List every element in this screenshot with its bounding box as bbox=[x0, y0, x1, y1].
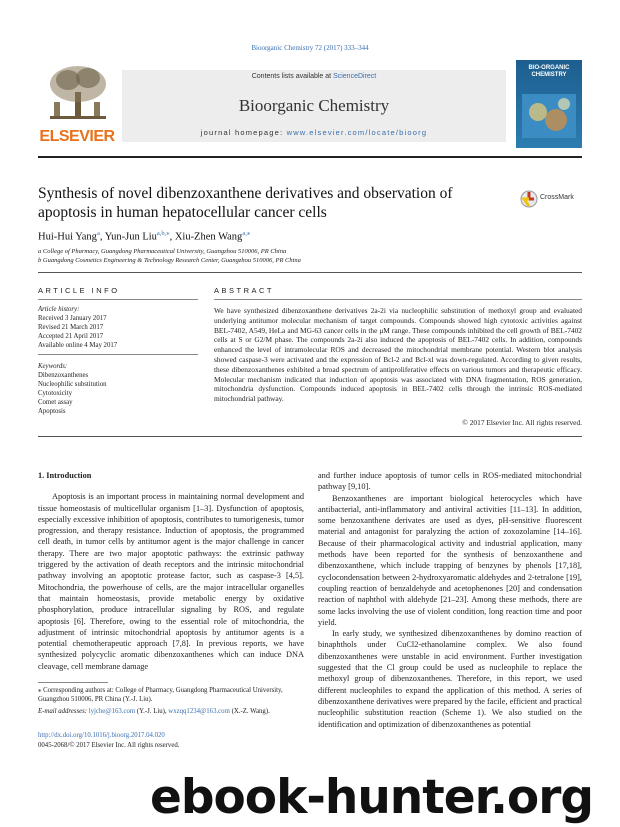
email-owner: (Y.-J. Liu), bbox=[135, 708, 169, 715]
body-paragraph: In early study, we synthesized dibenzoxanthenes by domino reaction of binaphthols under CuCl2-ethanolamine complex. We also found dibenzoxanthenes were unstable in acid environment. Further investigation suggested that the Cl group could be used as nucleophile to replace the methoxyl group of dibenzoxanthenes. Therefore, in this report, we used different nucleophiles to expand the application of this method. A series of dibenzoxanthene derivatives were prepared by the facile, efficient and practical nucleophilic substitution reaction (Scheme 1). We also studied on the identification and optimization of dibenzoxanthenes as potential bbox=[318, 629, 582, 729]
elsevier-tree-icon bbox=[44, 62, 112, 122]
body-paragraph: and further induce apoptosis of tumor cells in ROS-mediated mitochondrial pathway [9,10]. bbox=[318, 471, 582, 492]
body-left-column bbox=[38, 470, 304, 672]
issn-copyright: 0045-2068/© 2017 Elsevier Inc. All rights reserved. bbox=[38, 742, 180, 749]
keywords-label: Keywords: bbox=[38, 363, 68, 370]
section-heading-introduction: 1. Introduction bbox=[38, 471, 92, 480]
affiliation-a: a College of Pharmacy, Guangdong Pharmaceutical University, Guangzhou 510006, PR China bbox=[38, 248, 287, 255]
keyword: Dibenzoxanthenes bbox=[38, 372, 89, 379]
watermark bbox=[150, 770, 600, 824]
journal-citation[interactable]: Bioorganic Chemistry 72 (2017) 333–344 bbox=[251, 44, 369, 52]
keyword: Nucleophilic substitution bbox=[38, 381, 107, 388]
article-info-heading: ARTICLE INFO bbox=[38, 286, 120, 295]
cover-title: BIO-ORGANIC CHEMISTRY bbox=[528, 65, 570, 78]
history-accepted: Accepted 21 April 2017 bbox=[38, 333, 104, 340]
abstract-bottom-divider bbox=[38, 436, 582, 437]
journal-title: Bioorganic Chemistry bbox=[238, 96, 390, 115]
crossmark-icon[interactable] bbox=[520, 189, 538, 209]
body-paragraph: Benzoxanthenes are important biological heterocycles which have antibacterial, anti-inflammatory and antiviral activities [11–13]. In addition, some benzoxanthene derivates are used as dyes, pH-sensitive fluorescent material and antagonist for paralyzing the action of zoxozolamine [14–16]. Because of their pharmacological activity and industrial application, many methods have been reported for the synthesis of benzoxanthene and dibenzoxanthene, which include trapping of benzynes by phenols [17,18], cyclocondensation between 2-hydroxyaromatic aldehydes and 2-tetralone [19], coupling reaction of benzaldehyde and acetophenones [20] and condensation reaction of naphthol with aldehyde [21–23]. Among these methods, there are some lacks involving the use of violent condition, long reaction time and poor yield. bbox=[318, 493, 582, 627]
email-label: E-mail addresses: bbox=[38, 708, 89, 715]
author-affil-marker[interactable]: a,b,⁎ bbox=[156, 230, 170, 237]
history-received: Received 3 January 2017 bbox=[38, 315, 107, 322]
affiliation-b: b Guangdong Cosmetics Engineering & Technology Research Center, Guangzhou 510006, PR China bbox=[38, 257, 301, 264]
abstract-heading: ABSTRACT bbox=[214, 286, 275, 295]
history-revised: Revised 21 March 2017 bbox=[38, 324, 104, 331]
article-title: Synthesis of novel dibenzoxanthene derivatives and observation of apoptosis in human hepatocellular cancer cells bbox=[38, 185, 453, 221]
author-name[interactable]: Yun-Jun Liu bbox=[104, 231, 157, 243]
homepage-link[interactable]: www.elsevier.com/locate/bioorg bbox=[286, 128, 428, 137]
sciencedirect-link[interactable]: ScienceDirect bbox=[333, 73, 377, 80]
body-paragraph: Apoptosis is an important process in maintaining normal development and tissue homeostasis of multicellular organism [1–3]. Dysfunction of apoptosis, especially excessive inhibition of apoptosis, contributes to tumorigenesis, tumor progression, and therapy resistance. Induction of apoptosis, the programmed cell death, in tumor cells by antitumor agent is the major challenge in cancer therapy. There are two major apoptotic pathways: the extrinsic pathway triggered by the activation of death receptors and the intrinsic mitochondrial pathway involving an apoptotic protease factor, such as caspase-3 [4,5]. Mitochondria, the powerhouse of cells, are the major intracellular organelles that maintain homeostasis, provide metabolic energy by oxidative phosphorylation, produce intracellular signaling by ROS, and regulate apoptosis [6]. Therefore, owing to the essential role of mitochondria, the adjustment of intrinsic mitochondrial apoptosis by antitumor agents is a potential chemotherapeutic approach [7,8]. In previous reports, we have synthesized polycyclic aromatic dibenzoxanthenes which can induce DNA cleavage, cell membrane damage bbox=[38, 492, 304, 671]
watermark-text: ebook-hunter.org bbox=[150, 770, 594, 825]
email-link[interactable]: wxzqq1234@163.com bbox=[168, 708, 230, 715]
abstract-copyright: © 2017 Elsevier Inc. All rights reserved. bbox=[462, 418, 582, 427]
elsevier-wordmark: ELSEVIER bbox=[39, 128, 115, 145]
email-owner: (X.-Z. Wang). bbox=[229, 708, 270, 715]
author-name[interactable]: Hui-Hui Yang bbox=[38, 231, 97, 243]
crossmark-label[interactable]: CrossMark bbox=[540, 194, 574, 201]
author-name[interactable]: Xiu-Zhen Wang bbox=[174, 231, 243, 243]
history-online: Available online 4 May 2017 bbox=[38, 342, 118, 349]
footnote-divider bbox=[38, 682, 108, 683]
email-link[interactable]: lyjche@163.com bbox=[88, 708, 136, 715]
doi-link[interactable]: http://dx.doi.org/10.1016/j.bioorg.2017.04.020 bbox=[38, 732, 165, 739]
keywords-divider bbox=[38, 354, 198, 355]
homepage-prefix: journal homepage: bbox=[200, 128, 287, 137]
abstract-divider bbox=[214, 299, 582, 300]
contents-line bbox=[122, 73, 506, 80]
keyword: Apoptosis bbox=[38, 408, 66, 415]
journal-homepage bbox=[122, 128, 506, 137]
abstract-text: We have synthesized dibenzoxanthene derivatives 2a-2i via nucleophilic substitution of methoxyl group and evaluated underlying antitumor molecular mechanism of target compounds. Compounds showed high cytotoxic activities against BEL-7402, A549, HeLa and MG-63 cancer cells in the μM range. These compounds inhibited the cell growth of BEL-7402 cells at S or G2/M phase. The compounds 2a-2i also induced the apoptosis of BEL-7402 cells. In addition, compounds enhanced the level of intramolecular ROS and decreased the mitochondrial membrane potential. Western blot analysis showed caspase-3 were activated and the expression of Bcl-2 and Bcl-xl was down-regulated. According to given results, these dibenzoxanthenes exhibited a broad spectrum of antiproliferative effects on various tumors and therapeutic efficacy. Molecular mechanism indicated that induction of apoptosis was associated with DNA fragmentation, ROS generation, mitochondria dysfunction. Compounds induced apoptosis in BEL-7402 cells through the intrinsic ROS-mediated mitochondrial pathway. bbox=[214, 306, 582, 404]
body-right-column bbox=[318, 470, 582, 730]
author-affil-marker[interactable]: a,⁎ bbox=[242, 230, 251, 237]
keyword: Comet assay bbox=[38, 399, 73, 406]
corresponding-text: ⁎ Corresponding authors at: College of Pharmacy, Guangdong Pharmaceutical University, Guangzhou 510006, PR China (Y.-J. Liu). bbox=[38, 687, 283, 703]
affiliation-divider bbox=[38, 272, 582, 273]
header-divider bbox=[38, 156, 582, 158]
keyword: Cytotoxicity bbox=[38, 390, 72, 397]
contents-prefix: Contents lists available at bbox=[251, 73, 334, 80]
author-list: Hui-Hui Yang$^a$, Yun-Jun Liu$^{a,b,⁎}$, Xiu-Zhen Wang$^{a,⁎}$ bbox=[38, 230, 251, 243]
corresponding-footnote bbox=[38, 686, 304, 716]
author-affil-marker[interactable]: a bbox=[96, 230, 100, 237]
article-info-divider bbox=[38, 299, 198, 300]
history-label: Article history: bbox=[38, 306, 80, 313]
